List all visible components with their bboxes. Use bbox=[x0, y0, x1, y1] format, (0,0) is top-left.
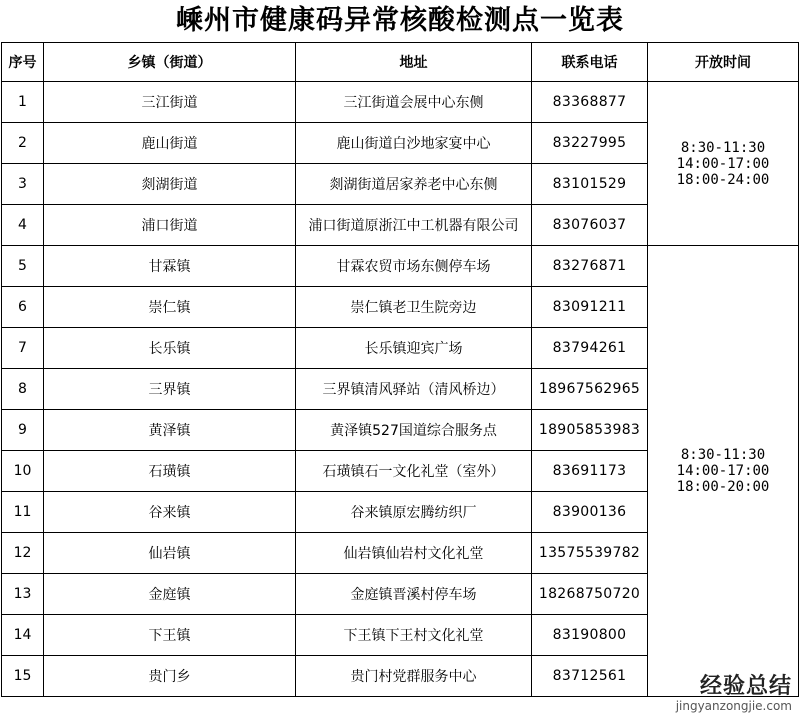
row-town: 三江街道 bbox=[44, 82, 296, 123]
row-no: 5 bbox=[2, 246, 44, 287]
row-address: 金庭镇晋溪村停车场 bbox=[296, 574, 532, 615]
row-town: 浦口街道 bbox=[44, 205, 296, 246]
table-row bbox=[2, 82, 799, 123]
table-row bbox=[2, 246, 799, 287]
row-no: 14 bbox=[2, 615, 44, 656]
table-header-row bbox=[2, 43, 799, 82]
row-no: 13 bbox=[2, 574, 44, 615]
row-phone: 83691173 bbox=[532, 451, 648, 492]
row-phone: 83190800 bbox=[532, 615, 648, 656]
row-address: 剡湖街道居家养老中心东侧 bbox=[296, 164, 532, 205]
row-no: 8 bbox=[2, 369, 44, 410]
row-no: 2 bbox=[2, 123, 44, 164]
header-town: 乡镇（街道） bbox=[44, 43, 296, 82]
row-address: 崇仁镇老卫生院旁边 bbox=[296, 287, 532, 328]
row-phone: 83900136 bbox=[532, 492, 648, 533]
row-address: 石璜镇石一文化礼堂（室外） bbox=[296, 451, 532, 492]
opening-hours-line: 18:00-20:00 bbox=[676, 479, 770, 495]
row-no: 7 bbox=[2, 328, 44, 369]
row-phone: 83794261 bbox=[532, 328, 648, 369]
opening-hours-line: 18:00-24:00 bbox=[676, 171, 770, 188]
row-town: 三界镇 bbox=[44, 369, 296, 410]
row-town: 黄泽镇 bbox=[44, 410, 296, 451]
row-phone: 18905853983 bbox=[532, 410, 648, 451]
page-title: 嵊州市健康码异常核酸检测点一览表 bbox=[176, 5, 624, 36]
watermark-text: 经验总结 bbox=[699, 674, 792, 699]
opening-hours-line: 8:30-11:30 bbox=[680, 139, 766, 156]
row-phone: 83276871 bbox=[532, 246, 648, 287]
row-address: 谷来镇原宏腾纺织厂 bbox=[296, 492, 532, 533]
row-town: 金庭镇 bbox=[44, 574, 296, 615]
row-address: 仙岩镇仙岩村文化礼堂 bbox=[296, 533, 532, 574]
row-no: 9 bbox=[2, 410, 44, 451]
header-hours: 开放时间 bbox=[648, 43, 799, 82]
header-no: 序号 bbox=[2, 43, 44, 82]
opening-hours-line: 14:00-17:00 bbox=[676, 155, 770, 172]
row-phone: 83368877 bbox=[532, 82, 648, 123]
row-town: 下王镇 bbox=[44, 615, 296, 656]
row-phone: 13575539782 bbox=[532, 533, 648, 574]
row-address: 三江街道会展中心东侧 bbox=[296, 82, 532, 123]
row-address: 三界镇清风驿站（清风桥边） bbox=[296, 369, 532, 410]
opening-hours-cell bbox=[648, 246, 799, 697]
row-no: 11 bbox=[2, 492, 44, 533]
row-town: 甘霖镇 bbox=[44, 246, 296, 287]
row-no: 1 bbox=[2, 82, 44, 123]
row-no: 15 bbox=[2, 656, 44, 697]
row-town: 石璜镇 bbox=[44, 451, 296, 492]
row-phone: 83091211 bbox=[532, 287, 648, 328]
row-phone: 18268750720 bbox=[532, 574, 648, 615]
row-address: 浦口街道原浙江中工机器有限公司 bbox=[296, 205, 532, 246]
row-no: 10 bbox=[2, 451, 44, 492]
row-town: 谷来镇 bbox=[44, 492, 296, 533]
row-phone: 83712561 bbox=[532, 656, 648, 697]
opening-hours-cell bbox=[648, 82, 799, 246]
row-phone: 83101529 bbox=[532, 164, 648, 205]
row-address: 长乐镇迎宾广场 bbox=[296, 328, 532, 369]
row-address: 黄泽镇527国道综合服务点 bbox=[296, 410, 532, 451]
row-no: 6 bbox=[2, 287, 44, 328]
row-address: 鹿山街道白沙地家宴中心 bbox=[296, 123, 532, 164]
row-address: 贵门村党群服务中心 bbox=[296, 656, 532, 697]
row-no: 4 bbox=[2, 205, 44, 246]
table-body bbox=[2, 82, 799, 697]
row-town: 崇仁镇 bbox=[44, 287, 296, 328]
row-phone: 83227995 bbox=[532, 123, 648, 164]
row-address: 下王镇下王村文化礼堂 bbox=[296, 615, 532, 656]
row-town: 剡湖街道 bbox=[44, 164, 296, 205]
row-no: 12 bbox=[2, 533, 44, 574]
row-phone: 83076037 bbox=[532, 205, 648, 246]
row-address: 甘霖农贸市场东侧停车场 bbox=[296, 246, 532, 287]
testing-sites-table bbox=[1, 42, 799, 697]
header-address: 地址 bbox=[296, 43, 532, 82]
watermark-url: jingyanzongjie.com bbox=[675, 699, 792, 713]
row-town: 仙岩镇 bbox=[44, 533, 296, 574]
row-town: 贵门乡 bbox=[44, 656, 296, 697]
opening-hours-line: 14:00-17:00 bbox=[676, 463, 770, 479]
row-phone: 18967562965 bbox=[532, 369, 648, 410]
row-town: 鹿山街道 bbox=[44, 123, 296, 164]
opening-hours-line: 8:30-11:30 bbox=[680, 447, 766, 463]
row-no: 3 bbox=[2, 164, 44, 205]
header-phone: 联系电话 bbox=[532, 43, 648, 82]
row-town: 长乐镇 bbox=[44, 328, 296, 369]
